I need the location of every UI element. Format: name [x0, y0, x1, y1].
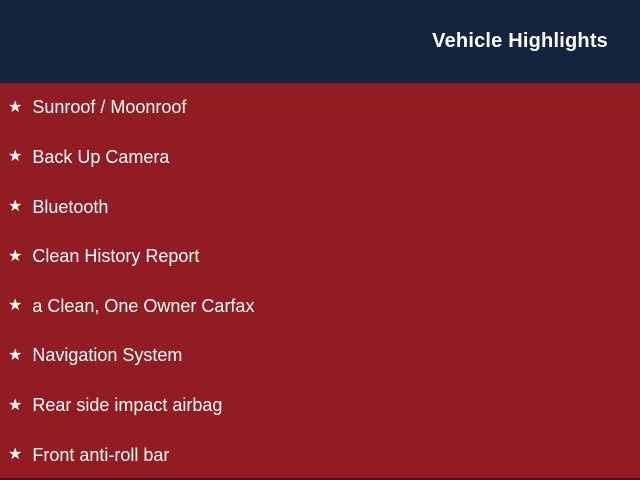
star-icon: ★: [8, 346, 23, 364]
list-item: [0, 381, 640, 431]
list-item: [0, 83, 640, 133]
star-icon: ★: [8, 297, 23, 315]
list-item: [0, 430, 640, 480]
list-item-label: Clean History Report: [32, 246, 200, 267]
star-icon: ★: [8, 396, 23, 414]
page-title: Vehicle Highlights: [432, 30, 608, 52]
star-icon: ★: [8, 198, 23, 216]
list-item-label: Front anti-roll bar: [32, 444, 170, 465]
list-item: [0, 232, 640, 282]
list-item-label: Back Up Camera: [32, 146, 170, 167]
list-item-label: a Clean, One Owner Carfax: [32, 295, 255, 316]
list-item: [0, 133, 640, 183]
list-item-label: Navigation System: [32, 345, 183, 366]
list-item: [0, 331, 640, 381]
list-item: [0, 182, 640, 232]
list-item-label: Sunroof / Moonroof: [32, 97, 187, 118]
star-icon: ★: [8, 98, 23, 116]
list-item: [0, 282, 640, 332]
star-icon: ★: [8, 446, 23, 464]
header-bar: [0, 0, 640, 83]
highlights-list: [0, 83, 640, 480]
list-item-label: Rear side impact airbag: [32, 395, 223, 416]
list-item-label: Bluetooth: [32, 196, 109, 217]
star-icon: ★: [8, 148, 23, 166]
star-icon: ★: [8, 247, 23, 265]
